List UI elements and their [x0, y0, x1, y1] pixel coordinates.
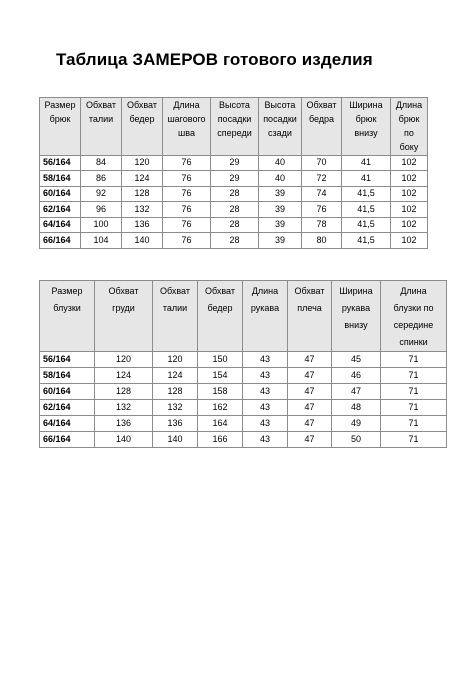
value-cell: 71 — [381, 432, 447, 448]
column-header-line: бедер — [129, 113, 155, 124]
value-cell: 48 — [332, 400, 381, 416]
column-header-line: блузки — [53, 303, 81, 314]
size-cell: 56/164 — [40, 352, 95, 368]
value-cell: 41 — [342, 155, 391, 171]
value-cell: 70 — [302, 155, 342, 171]
column-header-line: Обхват — [205, 286, 235, 296]
value-cell: 102 — [391, 155, 428, 171]
value-cell: 76 — [163, 155, 211, 171]
column-header — [211, 98, 259, 156]
value-cell: 47 — [332, 384, 381, 400]
table-row — [40, 432, 447, 448]
value-cell: 150 — [198, 352, 243, 368]
column-header-line: бедра — [308, 113, 335, 124]
value-cell: 46 — [332, 368, 381, 384]
column-header — [95, 281, 153, 352]
size-cell: 62/164 — [40, 400, 95, 416]
size-cell: 60/164 — [40, 186, 81, 202]
value-cell: 76 — [163, 217, 211, 233]
column-header-line: Обхват — [306, 100, 337, 110]
value-cell: 71 — [381, 384, 447, 400]
value-cell: 40 — [259, 155, 302, 171]
value-cell: 132 — [153, 400, 198, 416]
value-cell: 41,5 — [342, 202, 391, 218]
value-cell: 86 — [81, 171, 122, 187]
table-row — [40, 171, 428, 187]
table-row — [40, 186, 428, 202]
column-header — [342, 98, 391, 156]
value-cell: 41 — [342, 171, 391, 187]
column-header-line: по — [404, 127, 414, 138]
table-header-row — [40, 98, 428, 156]
value-cell: 120 — [122, 155, 163, 171]
column-header — [40, 98, 81, 156]
value-cell: 43 — [243, 384, 288, 400]
column-header-line: Обхват — [86, 100, 116, 110]
value-cell: 128 — [95, 384, 153, 400]
column-header-line: Высота — [264, 100, 296, 110]
value-cell: 41,5 — [342, 233, 391, 249]
column-header-line: Длина — [400, 286, 427, 296]
value-cell: 76 — [163, 233, 211, 249]
column-header-line: спинки — [399, 337, 428, 348]
value-cell: 43 — [243, 416, 288, 432]
value-cell: 154 — [198, 368, 243, 384]
column-header-line: Ширина — [349, 100, 383, 110]
table-row — [40, 384, 447, 400]
column-header-line: брюк — [49, 113, 71, 124]
value-cell: 47 — [288, 432, 332, 448]
value-cell: 28 — [211, 202, 259, 218]
value-cell: 80 — [302, 233, 342, 249]
value-cell: 45 — [332, 352, 381, 368]
value-cell: 136 — [95, 416, 153, 432]
table-row — [40, 155, 428, 171]
value-cell: 28 — [211, 233, 259, 249]
column-header — [40, 281, 95, 352]
column-header — [122, 98, 163, 156]
column-header-line: Обхват — [127, 100, 157, 110]
table-header-row — [40, 281, 447, 352]
value-cell: 47 — [288, 368, 332, 384]
value-cell: 29 — [211, 171, 259, 187]
size-cell: 60/164 — [40, 384, 95, 400]
value-cell: 96 — [81, 202, 122, 218]
column-header-line: посадки — [263, 113, 297, 124]
value-cell: 76 — [163, 202, 211, 218]
value-cell: 102 — [391, 186, 428, 202]
column-header — [163, 98, 211, 156]
value-cell: 76 — [302, 202, 342, 218]
value-cell: 28 — [211, 217, 259, 233]
column-header-line: сзади — [268, 127, 292, 138]
column-header-line: брюк — [355, 113, 377, 124]
value-cell: 47 — [288, 384, 332, 400]
table-row — [40, 416, 447, 432]
value-cell: 71 — [381, 416, 447, 432]
size-cell: 62/164 — [40, 202, 81, 218]
value-cell: 29 — [211, 155, 259, 171]
value-cell: 132 — [95, 400, 153, 416]
table-row — [40, 233, 428, 249]
column-header-line: Обхват — [294, 286, 325, 296]
column-header-line: брюк — [398, 113, 420, 124]
value-cell: 43 — [243, 352, 288, 368]
column-header — [259, 98, 302, 156]
value-cell: 102 — [391, 202, 428, 218]
value-cell: 49 — [332, 416, 381, 432]
value-cell: 43 — [243, 368, 288, 384]
value-cell: 72 — [302, 171, 342, 187]
size-cell: 58/164 — [40, 368, 95, 384]
table-row — [40, 202, 428, 218]
column-header-line: Длина — [395, 100, 423, 110]
value-cell: 78 — [302, 217, 342, 233]
value-cell: 136 — [153, 416, 198, 432]
value-cell: 102 — [391, 171, 428, 187]
value-cell: 39 — [259, 202, 302, 218]
column-header — [391, 98, 428, 156]
column-header-line: талии — [162, 303, 188, 314]
value-cell: 128 — [122, 186, 163, 202]
value-cell: 47 — [288, 400, 332, 416]
size-cell: 66/164 — [40, 233, 81, 249]
column-header — [153, 281, 198, 352]
column-header-line: Высота — [219, 100, 250, 110]
value-cell: 104 — [81, 233, 122, 249]
value-cell: 71 — [381, 400, 447, 416]
value-cell: 140 — [153, 432, 198, 448]
column-header-line: плеча — [297, 303, 322, 314]
value-cell: 40 — [259, 171, 302, 187]
size-cell: 58/164 — [40, 171, 81, 187]
value-cell: 136 — [122, 217, 163, 233]
pants-measurements-table — [39, 97, 428, 249]
table-row — [40, 217, 428, 233]
table-row — [40, 400, 447, 416]
size-cell: 64/164 — [40, 217, 81, 233]
value-cell: 140 — [95, 432, 153, 448]
value-cell: 158 — [198, 384, 243, 400]
value-cell: 120 — [153, 352, 198, 368]
column-header-line: Ширина — [339, 286, 373, 296]
column-header-line: посадки — [217, 113, 252, 124]
table-row — [40, 352, 447, 368]
value-cell: 50 — [332, 432, 381, 448]
column-header-line: Обхват — [108, 286, 139, 296]
value-cell: 84 — [81, 155, 122, 171]
column-header-line: Размер — [51, 286, 83, 296]
column-header-line: середине — [393, 320, 434, 331]
value-cell: 76 — [163, 171, 211, 187]
column-header-line: рукава — [341, 303, 371, 314]
value-cell: 102 — [391, 233, 428, 249]
value-cell: 28 — [211, 186, 259, 202]
page-title: Таблица ЗАМЕРОВ готового изделия — [56, 50, 373, 69]
column-header — [198, 281, 243, 352]
column-header-line: Длина — [251, 286, 279, 296]
column-header-line: талии — [88, 113, 114, 124]
column-header — [302, 98, 342, 156]
value-cell: 128 — [153, 384, 198, 400]
column-header-line: боку — [399, 141, 419, 152]
size-cell: 56/164 — [40, 155, 81, 171]
value-cell: 43 — [243, 432, 288, 448]
value-cell: 41,5 — [342, 186, 391, 202]
value-cell: 41,5 — [342, 217, 391, 233]
blouse-measurements-table — [39, 280, 447, 448]
value-cell: 100 — [81, 217, 122, 233]
column-header-line: рукава — [250, 303, 280, 314]
value-cell: 120 — [95, 352, 153, 368]
column-header-line: груди — [112, 303, 135, 314]
column-header-line: бедер — [207, 303, 233, 314]
value-cell: 71 — [381, 352, 447, 368]
value-cell: 76 — [163, 186, 211, 202]
column-header — [81, 98, 122, 156]
value-cell: 92 — [81, 186, 122, 202]
column-header-line: внизу — [344, 320, 368, 331]
column-header — [243, 281, 288, 352]
table-row — [40, 368, 447, 384]
column-header — [381, 281, 447, 352]
value-cell: 166 — [198, 432, 243, 448]
column-header-line: шагового — [167, 113, 206, 124]
column-header-line: блузки по — [393, 303, 434, 314]
value-cell: 39 — [259, 186, 302, 202]
value-cell: 124 — [95, 368, 153, 384]
value-cell: 140 — [122, 233, 163, 249]
value-cell: 43 — [243, 400, 288, 416]
column-header-line: Размер — [44, 100, 76, 110]
size-cell: 64/164 — [40, 416, 95, 432]
value-cell: 71 — [381, 368, 447, 384]
value-cell: 47 — [288, 352, 332, 368]
value-cell: 164 — [198, 416, 243, 432]
size-cell: 66/164 — [40, 432, 95, 448]
value-cell: 124 — [122, 171, 163, 187]
column-header — [288, 281, 332, 352]
value-cell: 124 — [153, 368, 198, 384]
value-cell: 39 — [259, 217, 302, 233]
column-header-line: Обхват — [160, 286, 190, 296]
value-cell: 47 — [288, 416, 332, 432]
value-cell: 102 — [391, 217, 428, 233]
value-cell: 74 — [302, 186, 342, 202]
column-header — [332, 281, 381, 352]
column-header-line: шва — [178, 127, 195, 138]
column-header-line: внизу — [354, 127, 378, 138]
value-cell: 39 — [259, 233, 302, 249]
column-header-line: Длина — [173, 100, 200, 110]
value-cell: 132 — [122, 202, 163, 218]
column-header-line: спереди — [217, 127, 252, 138]
value-cell: 162 — [198, 400, 243, 416]
